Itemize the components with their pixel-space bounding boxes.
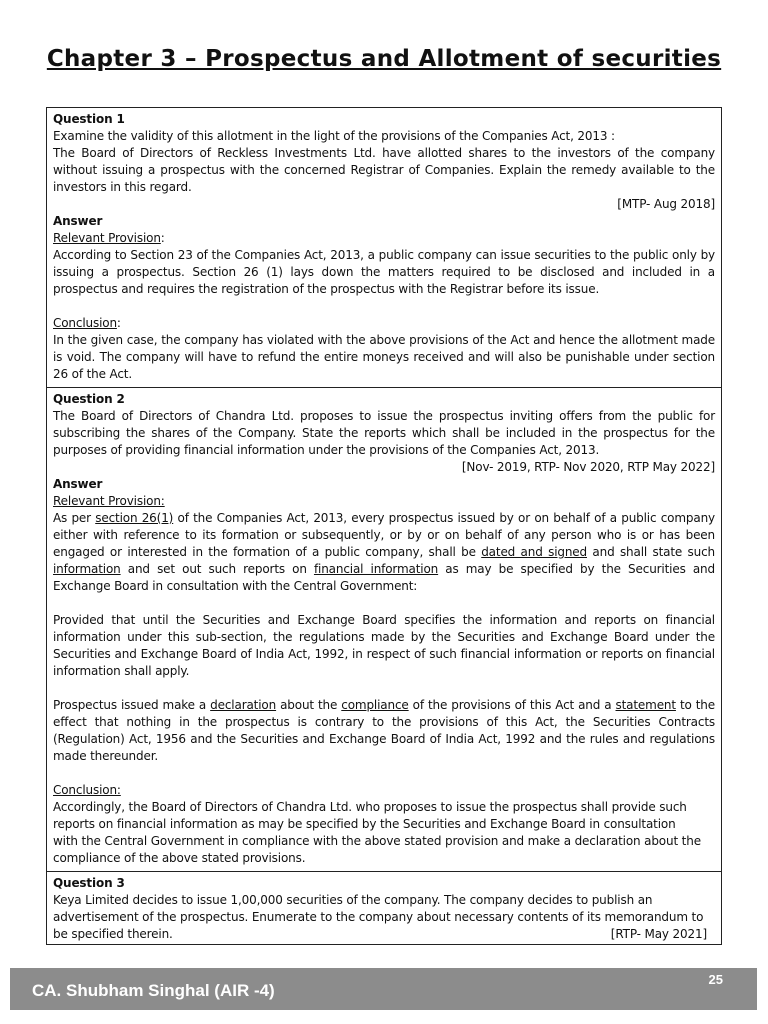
text-run: and set out such reports on xyxy=(120,562,314,576)
question-text: The Board of Directors of Reckless Investments Ltd. have allotted shares to the investors of the company without issuing a prospectus with the concerned Registrar of Companies. Explain the remedy available to the investors in this regard. xyxy=(53,146,715,194)
conclusion-line: reports on financial information as may be specified by the Securities and Exchange Board in consultation xyxy=(53,817,676,831)
question-text: Keya Limited decides to issue 1,00,000 securities of the company. The company decides to publish an xyxy=(53,893,653,907)
provision-colon: : xyxy=(160,231,165,245)
question-text: Examine the validity of this allotment in the light of the provisions of the Companies Act, 2013 : xyxy=(53,129,615,143)
footer-author: CA. Shubham Singhal (AIR -4) xyxy=(32,981,275,1000)
question-heading: Question 2 xyxy=(53,392,125,406)
conclusion-colon: : xyxy=(116,316,121,330)
questions-frame xyxy=(46,107,722,945)
question-3-block xyxy=(47,872,721,945)
text-run: of the provisions of this Act and a xyxy=(408,698,616,712)
question-text: advertisement of the prospectus. Enumerate to the company about necessary contents of its memorandum to xyxy=(53,910,704,924)
conclusion-line: with the Central Government in compliance with the above stated provision and make a declaration about the xyxy=(53,834,701,848)
question-reference: [RTP- May 2021] xyxy=(610,927,707,941)
conclusion-line: compliance of the above stated provisions. xyxy=(53,851,306,865)
text-run: as may be specified by the Securities and Exchange Board in consultation with the Central Government: xyxy=(53,562,715,593)
conclusion-label: Conclusion xyxy=(53,316,117,330)
conclusion-text: In the given case, the company has violated with the above provisions of the Act and hence the allotment made is void. The company will have to refund the entire moneys received and will also be punishable under section 26 of the Act. xyxy=(53,333,715,381)
provision-text: According to Section 23 of the Companies Act, 2013, a public company can issue securities to the public only by issuing a prospectus. Section 26 (1) lays down the matters required to be disclosed and included in a prospectus and requires the registration of the prospectus with the Registrar before its issue. xyxy=(53,248,715,296)
text-run: As per xyxy=(53,511,96,525)
question-reference: [Nov- 2019, RTP- Nov 2020, RTP May 2022] xyxy=(461,460,715,474)
question-heading: Question 3 xyxy=(53,876,125,890)
underlined-term: statement xyxy=(615,698,676,712)
question-heading: Question 1 xyxy=(53,112,125,126)
question-text: The Board of Directors of Chandra Ltd. proposes to issue the prospectus inviting offers from the public for subscribing the shares of the Company. State the reports which shall be included in the prospectus for the purposes of providing financial information under the provisions of the Companies Act, 2013. xyxy=(53,409,715,457)
underlined-term: dated and signed xyxy=(481,545,587,559)
chapter-title: Chapter 3 – Prospectus and Allotment of securities xyxy=(46,46,722,72)
question-reference: [MTP- Aug 2018] xyxy=(617,197,715,211)
question-1-block xyxy=(47,108,721,388)
conclusion-label: Conclusion: xyxy=(53,783,121,797)
provision-label: Relevant Provision xyxy=(53,231,161,245)
answer-label: Answer xyxy=(53,214,103,228)
underlined-term: financial information xyxy=(313,562,439,576)
text-run: about the xyxy=(276,698,342,712)
question-last-line xyxy=(53,926,715,943)
page-number: 25 xyxy=(708,972,723,987)
underlined-term: compliance xyxy=(341,698,409,712)
question-text: be specified therein. xyxy=(53,927,173,941)
answer-label: Answer xyxy=(53,477,103,491)
provision-label: Relevant Provision: xyxy=(53,494,165,508)
text-run: of the Companies Act, 2013, every prospectus issued by or on behalf of a public company either with reference to its formation or subsequently, or by or on behalf of any person who is or has been engaged or interested in the formation of a public company, shall be xyxy=(53,511,715,559)
provision-paragraph-2: Provided that until the Securities and Exchange Board specifies the information and reports on financial information under this sub-section, the regulations made by the Securities and Exchange Board under the Securities and Exchange Board of India Act, 1992, in respect of such financial information or reports on financial information shall apply. xyxy=(53,613,715,678)
text-run: and shall state such xyxy=(587,545,715,559)
footer-bar xyxy=(10,968,757,1010)
question-2-block xyxy=(47,388,721,872)
text-run: Prospectus issued make a xyxy=(53,698,211,712)
conclusion-line: Accordingly, the Board of Directors of Chandra Ltd. who proposes to issue the prospectus shall provide such xyxy=(53,800,687,814)
provision-heading xyxy=(53,230,715,247)
provision-paragraph-1 xyxy=(53,510,715,595)
provision-paragraph-3 xyxy=(53,697,715,765)
underlined-term: declaration xyxy=(210,698,277,712)
conclusion-heading xyxy=(53,315,715,332)
text-run: to the effect that nothing in the prospectus is contrary to the provisions of this Act, the Securities Contracts (Regulation) Act, 1956 and the Securities and Exchange Board of India Act, 1992 and the rules and regulations made thereunder. xyxy=(53,698,715,763)
underlined-term: section 26(1) xyxy=(95,511,174,525)
underlined-term: information xyxy=(53,562,121,576)
